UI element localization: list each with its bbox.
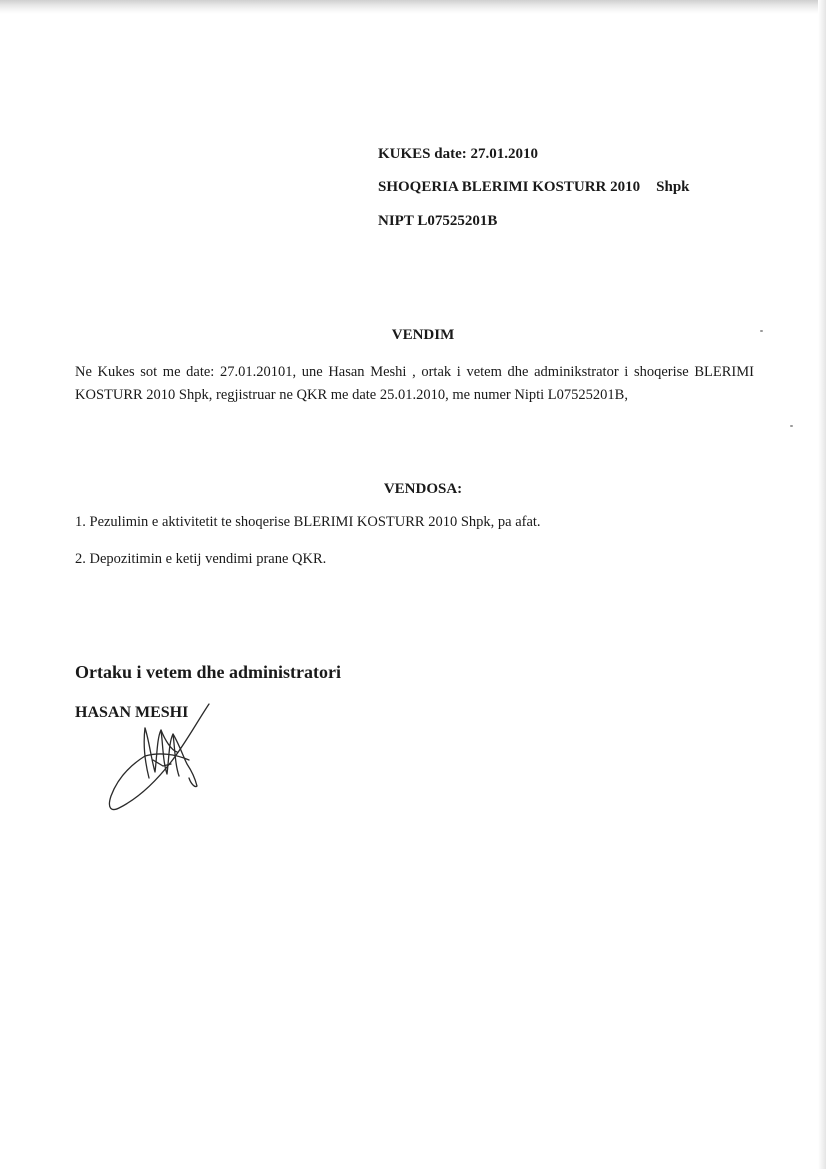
handwritten-signature (105, 700, 225, 818)
decision-title: VENDIM (391, 327, 455, 343)
place-date-line: KUKES date: 27.01.2010 (378, 146, 539, 162)
scan-edge-right (818, 0, 826, 1169)
resolution-title: VENDOSA: (383, 481, 463, 497)
scan-speck (790, 425, 793, 427)
resolution-item-2: 2. Depozitimin e ketij vendimi prane QKR. (75, 551, 327, 567)
scan-speck (760, 330, 763, 332)
resolution-item-1: 1. Pezulimin e aktivitetit te shoqerise BLERIMI KOSTURR 2010 Shpk, pa afat. (75, 514, 541, 530)
signatory-role: Ortaku i vetem dhe administratori (75, 662, 341, 682)
nipt-line: NIPT L07525201B (378, 213, 498, 229)
decision-intro-paragraph: Ne Kukes sot me date: 27.01.20101, une Hasan Meshi , ortak i vetem dhe adminikstrator i shoqerise BLERIMI KOSTURR 2010 Shpk, regjistruar ne QKR me date 25.01.2010, me numer Nipti L07525201B, (75, 364, 754, 403)
company-suffix: Shpk (656, 179, 690, 195)
company-name: SHOQERIA BLERIMI KOSTURR 2010 (378, 179, 641, 195)
signatory-name: HASAN MESHI (75, 704, 189, 721)
scan-edge-top (0, 0, 826, 14)
company-line (378, 179, 690, 196)
